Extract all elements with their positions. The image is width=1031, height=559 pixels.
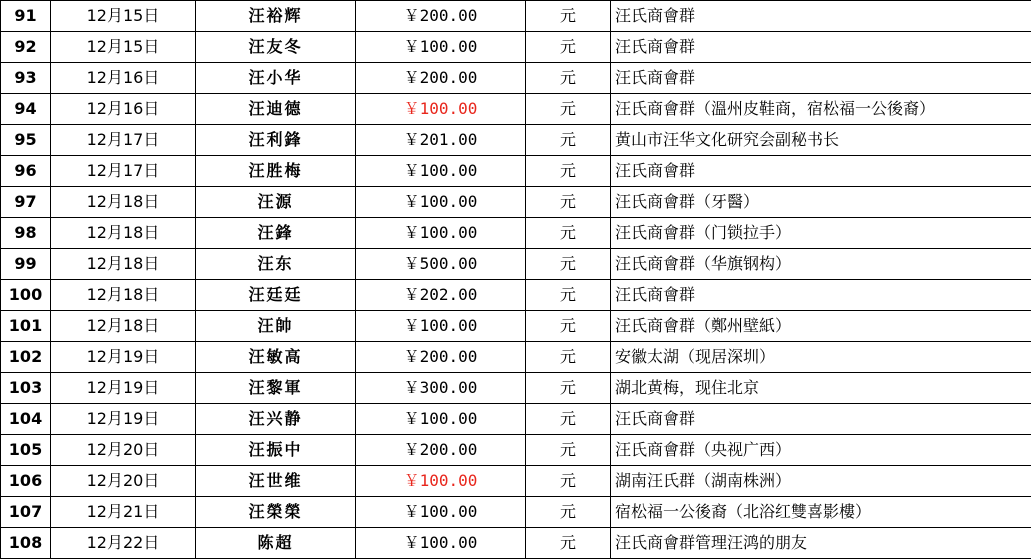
- cell-amount: ￥200.00: [356, 63, 526, 94]
- cell-serial-number: 92: [1, 32, 51, 63]
- cell-amount: ￥100.00: [356, 32, 526, 63]
- cell-date: 12月15日: [51, 32, 196, 63]
- cell-serial-number: 105: [1, 435, 51, 466]
- table-row: [1, 249, 1031, 280]
- cell-donor-name: 汪胜梅: [196, 156, 356, 187]
- cell-unit: 元: [526, 342, 611, 373]
- cell-date: 12月18日: [51, 280, 196, 311]
- table-row: [1, 404, 1031, 435]
- table-row: [1, 466, 1031, 497]
- cell-date: 12月18日: [51, 218, 196, 249]
- table-row: [1, 497, 1031, 528]
- table-row: [1, 311, 1031, 342]
- cell-donor-name: 陈超: [196, 528, 356, 559]
- cell-date: 12月19日: [51, 342, 196, 373]
- cell-note: 汪氏商會群（鄭州壁紙）: [611, 311, 1031, 342]
- cell-note: 湖北黄梅，现住北京: [611, 373, 1031, 404]
- cell-amount: ￥100.00: [356, 528, 526, 559]
- cell-unit: 元: [526, 218, 611, 249]
- cell-serial-number: 98: [1, 218, 51, 249]
- cell-amount: ￥100.00: [356, 187, 526, 218]
- cell-date: 12月20日: [51, 466, 196, 497]
- cell-unit: 元: [526, 497, 611, 528]
- cell-amount: ￥300.00: [356, 373, 526, 404]
- cell-donor-name: 汪黎軍: [196, 373, 356, 404]
- cell-donor-name: 汪迪德: [196, 94, 356, 125]
- cell-amount: ￥100.00: [356, 156, 526, 187]
- cell-donor-name: 汪敏高: [196, 342, 356, 373]
- cell-unit: 元: [526, 435, 611, 466]
- cell-note: 汪氏商會群: [611, 156, 1031, 187]
- table-row: [1, 187, 1031, 218]
- cell-date: 12月19日: [51, 373, 196, 404]
- cell-donor-name: 汪利鋒: [196, 125, 356, 156]
- cell-serial-number: 107: [1, 497, 51, 528]
- cell-serial-number: 102: [1, 342, 51, 373]
- cell-unit: 元: [526, 466, 611, 497]
- cell-serial-number: 97: [1, 187, 51, 218]
- table-row: [1, 32, 1031, 63]
- cell-unit: 元: [526, 249, 611, 280]
- cell-date: 12月15日: [51, 1, 196, 32]
- cell-unit: 元: [526, 404, 611, 435]
- cell-unit: 元: [526, 1, 611, 32]
- cell-note: 汪氏商會群: [611, 63, 1031, 94]
- table-row: [1, 280, 1031, 311]
- cell-note: 汪氏商會群（溫州皮鞋商，宿松福一公後裔）: [611, 94, 1031, 125]
- table-row: [1, 435, 1031, 466]
- cell-donor-name: 汪世维: [196, 466, 356, 497]
- cell-unit: 元: [526, 280, 611, 311]
- cell-donor-name: 汪小华: [196, 63, 356, 94]
- cell-date: 12月16日: [51, 63, 196, 94]
- cell-date: 12月22日: [51, 528, 196, 559]
- cell-date: 12月18日: [51, 187, 196, 218]
- cell-amount: ￥100.00: [356, 404, 526, 435]
- cell-date: 12月19日: [51, 404, 196, 435]
- table-row: [1, 342, 1031, 373]
- cell-note: 湖南汪氏群（湖南株洲）: [611, 466, 1031, 497]
- cell-serial-number: 94: [1, 94, 51, 125]
- cell-date: 12月20日: [51, 435, 196, 466]
- cell-note: 汪氏商會群（牙醫）: [611, 187, 1031, 218]
- cell-unit: 元: [526, 125, 611, 156]
- cell-donor-name: 汪廷廷: [196, 280, 356, 311]
- table-row: [1, 373, 1031, 404]
- cell-serial-number: 104: [1, 404, 51, 435]
- cell-serial-number: 106: [1, 466, 51, 497]
- cell-donor-name: 汪裕辉: [196, 1, 356, 32]
- cell-amount: ￥100.00: [356, 466, 526, 497]
- cell-amount: ￥201.00: [356, 125, 526, 156]
- cell-donor-name: 汪振中: [196, 435, 356, 466]
- cell-unit: 元: [526, 373, 611, 404]
- cell-amount: ￥200.00: [356, 342, 526, 373]
- cell-unit: 元: [526, 63, 611, 94]
- cell-note: 汪氏商會群: [611, 404, 1031, 435]
- cell-serial-number: 108: [1, 528, 51, 559]
- cell-donor-name: 汪帥: [196, 311, 356, 342]
- cell-amount: ￥500.00: [356, 249, 526, 280]
- cell-date: 12月16日: [51, 94, 196, 125]
- cell-donor-name: 汪友冬: [196, 32, 356, 63]
- cell-date: 12月18日: [51, 249, 196, 280]
- cell-amount: ￥200.00: [356, 1, 526, 32]
- table-row: [1, 528, 1031, 559]
- table-row: [1, 125, 1031, 156]
- table-row: [1, 63, 1031, 94]
- cell-note: 宿松福一公後裔（北浴红雙喜影樓）: [611, 497, 1031, 528]
- cell-amount: ￥202.00: [356, 280, 526, 311]
- cell-date: 12月17日: [51, 156, 196, 187]
- cell-unit: 元: [526, 32, 611, 63]
- cell-note: 汪氏商會群: [611, 280, 1031, 311]
- cell-note: 汪氏商會群: [611, 1, 1031, 32]
- cell-amount: ￥200.00: [356, 435, 526, 466]
- table-row: [1, 1, 1031, 32]
- cell-serial-number: 95: [1, 125, 51, 156]
- cell-unit: 元: [526, 528, 611, 559]
- cell-unit: 元: [526, 156, 611, 187]
- cell-note: 汪氏商會群（门锁拉手）: [611, 218, 1031, 249]
- cell-donor-name: 汪东: [196, 249, 356, 280]
- cell-donor-name: 汪源: [196, 187, 356, 218]
- cell-donor-name: 汪榮榮: [196, 497, 356, 528]
- cell-unit: 元: [526, 94, 611, 125]
- cell-amount: ￥100.00: [356, 311, 526, 342]
- cell-serial-number: 103: [1, 373, 51, 404]
- cell-unit: 元: [526, 187, 611, 218]
- cell-serial-number: 100: [1, 280, 51, 311]
- cell-donor-name: 汪兴静: [196, 404, 356, 435]
- cell-note: 安徽太湖（现居深圳）: [611, 342, 1031, 373]
- table-row: [1, 94, 1031, 125]
- cell-serial-number: 93: [1, 63, 51, 94]
- cell-note: 汪氏商會群（央视广西）: [611, 435, 1031, 466]
- cell-serial-number: 99: [1, 249, 51, 280]
- cell-note: 黄山市汪华文化研究会副秘书长: [611, 125, 1031, 156]
- table-row: [1, 218, 1031, 249]
- cell-note: 汪氏商會群（华旗钢构）: [611, 249, 1031, 280]
- cell-serial-number: 91: [1, 1, 51, 32]
- cell-amount: ￥100.00: [356, 94, 526, 125]
- cell-note: 汪氏商會群管理汪鸿的朋友: [611, 528, 1031, 559]
- table-row: [1, 156, 1031, 187]
- cell-serial-number: 96: [1, 156, 51, 187]
- cell-date: 12月17日: [51, 125, 196, 156]
- cell-donor-name: 汪鋒: [196, 218, 356, 249]
- cell-amount: ￥100.00: [356, 497, 526, 528]
- cell-unit: 元: [526, 311, 611, 342]
- cell-date: 12月21日: [51, 497, 196, 528]
- cell-amount: ￥100.00: [356, 218, 526, 249]
- cell-serial-number: 101: [1, 311, 51, 342]
- cell-date: 12月18日: [51, 311, 196, 342]
- cell-note: 汪氏商會群: [611, 32, 1031, 63]
